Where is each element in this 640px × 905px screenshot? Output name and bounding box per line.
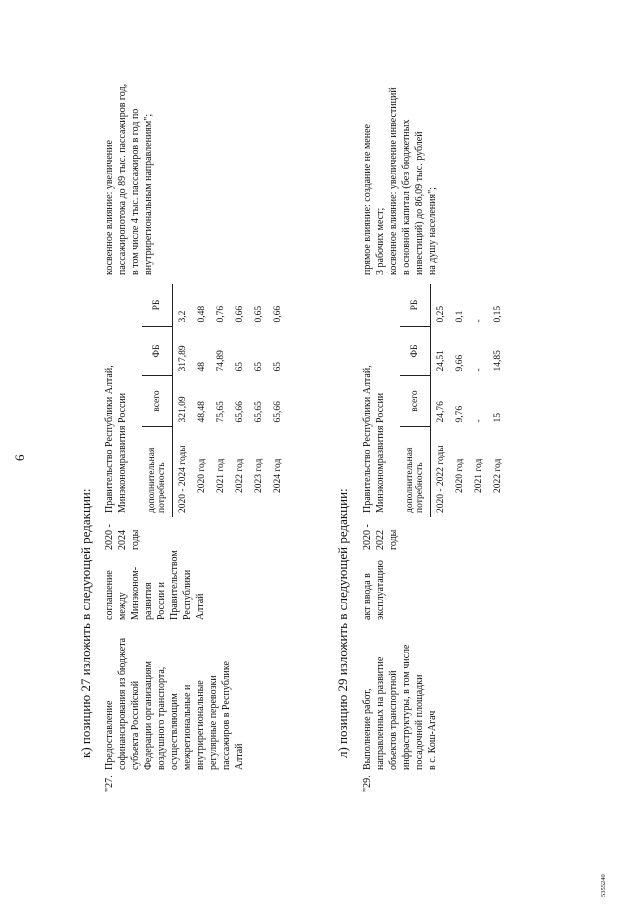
table-row: 2022 год 65,66 65 0,66 <box>234 305 245 493</box>
table-row: 2024 год 65,66 65 0,66 <box>272 305 283 493</box>
section-k-measure-name: Предоставление софинансирования из бюджета субъекта Российской Федерации организациям воздушного транспорта, осуществляющим межрегиональные и внутрирегиональные регулярные перевозки пассажиров в Республике Алтай <box>104 637 245 770</box>
table-row: 2020 год 48,48 48 0,48 <box>196 305 207 493</box>
section-l-term: 2020 - 2022 годы <box>362 524 399 550</box>
section-l-measure-name: Выполнение работ, направленных на развитие объектов транспортной инфраструктуры, в том числе посадочной площадки в с. Кош-Агач <box>362 644 438 770</box>
section-l-position-number: "29. <box>362 775 373 792</box>
table-header: дополнительная потребность <box>142 427 173 518</box>
section-k-effect: косвенное влияние: увеличение пассажиропотока до 89 тыс. пассажиров год, в том числе 4 тыс. пассажиров в год по внутрирегиональным направлениям"; <box>104 83 154 275</box>
section-k-document: соглашение между Минэконом- развития России и Правительством Республики Алтай <box>104 550 206 620</box>
table-row: 2023 год 65,65 65 0,65 <box>253 305 264 493</box>
table-header: ФБ <box>142 327 173 376</box>
table-row: 2022 год 15 14,85 0,15 <box>492 305 503 493</box>
table-row: 2021 год - - - <box>473 319 484 493</box>
section-k-term: 2020 - 2024 годы <box>104 524 141 550</box>
section-l-effect: прямое влияние: создание не менее 3 рабочих мест; косвенное влияние: увеличение инвестиций в основной капитал (без бюджетных инвестиций) до 86,09 тыс. рублей на душу населения"; <box>362 87 438 275</box>
table-row: 2020 - 2022 годы 24,76 24,51 0,25 <box>435 305 446 513</box>
section-l-funding-table <box>400 284 507 517</box>
section-k-position-number: "27. <box>104 775 115 792</box>
table-row: 2020 год 9,76 9,66 0,1 <box>454 310 465 493</box>
table-row: 2020 - 2024 годы 321,09 317,89 3,2 <box>177 310 188 513</box>
table-header: всего <box>142 376 173 427</box>
section-l-heading: л) позицию 29 изложить в следующей редакции: <box>335 488 350 758</box>
section-k-heading: к) позицию 27 изложить в следующей редакции: <box>78 488 93 758</box>
section-l-document: акт ввода в эксплуатацию <box>362 560 386 620</box>
section-k-executors: Правительство Республики Алтай, Минэкономразвития России <box>104 365 128 513</box>
section-l-executors: Правительство Республики Алтай, Минэкономразвития России <box>362 365 386 513</box>
table-header: РБ <box>142 284 173 327</box>
table-header: всего <box>400 376 431 427</box>
document-code: 5355240 <box>600 874 607 897</box>
table-row: 2021 год 75,65 74,89 0,76 <box>215 305 226 493</box>
table-header: РБ <box>400 284 431 327</box>
table-header: ФБ <box>400 327 431 376</box>
page-number: 6 <box>12 454 27 461</box>
table-header: дополнительная потребность <box>400 427 431 518</box>
section-k-funding-table <box>142 284 287 517</box>
